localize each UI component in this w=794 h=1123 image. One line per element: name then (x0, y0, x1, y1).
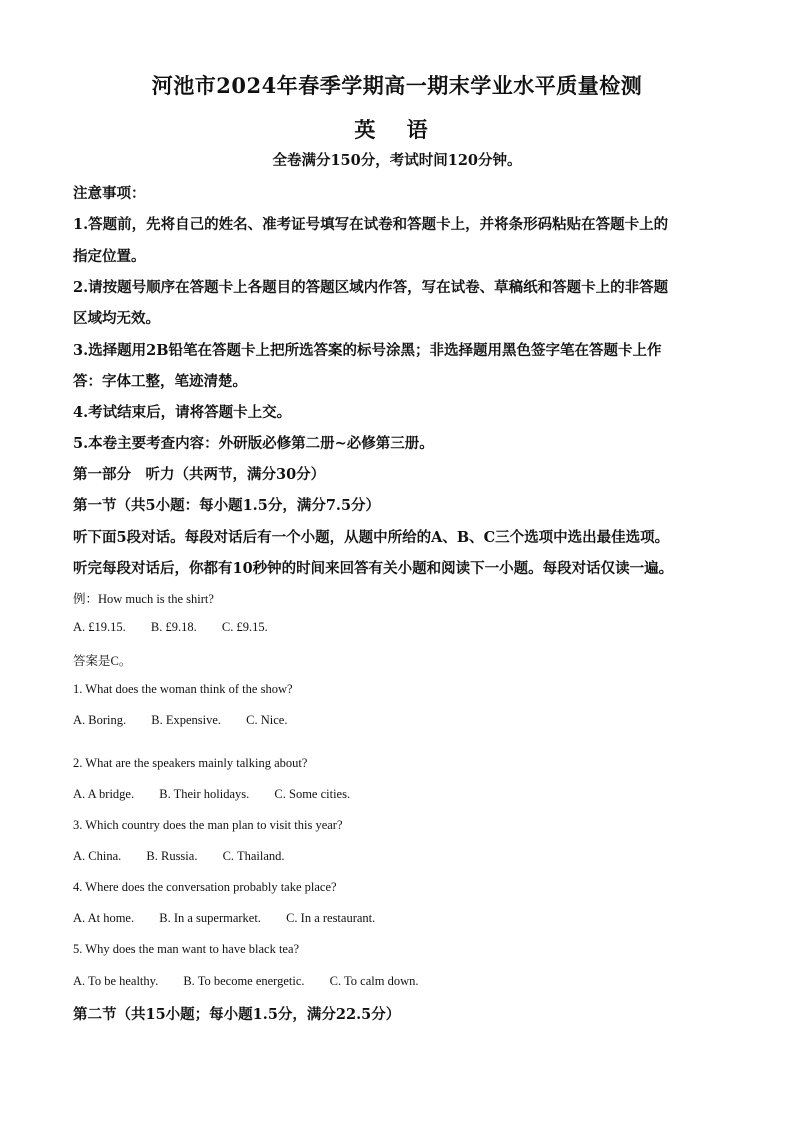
note-item-1-line-1: 1.答题前，先将自己的姓名、准考证号填写在试卷和答题卡上，并将条形码粘贴在答题卡上的 (73, 216, 669, 233)
question-4-options (73, 911, 397, 926)
q2-option-c: C. Some cities. (274, 787, 351, 801)
note-item-3-line-1: 3.选择题用2B铅笔在答题卡上把所选答案的标号涂黑；非选择题用黑色签字笔在答题卡上作 (73, 342, 662, 359)
full-marks-line: 全卷满分150分，考试时间120分钟。 (272, 152, 522, 169)
part1-heading: 第一部分 听力（共两节，满分30分） (73, 466, 326, 483)
q1-option-b: B. Expensive. (151, 713, 222, 727)
example-question: 例：How much is the shirt? (73, 592, 214, 606)
q3-option-b: B. Russia. (146, 849, 198, 863)
example-option-b: B. £9.18. (150, 620, 197, 634)
question-4: 4. Where does the conversation probably take place? (73, 880, 337, 894)
section2-heading: 第二节（共15小题；每小题1.5分，满分22.5分） (73, 1006, 401, 1023)
question-3-options (73, 849, 307, 864)
question-5: 5. Why does the man want to have black tea? (73, 942, 300, 956)
example-option-c: C. £9.15. (221, 620, 268, 634)
question-1-options (73, 713, 309, 728)
notes-heading: 注意事项： (73, 185, 146, 202)
q4-option-c: C. In a restaurant. (286, 911, 376, 925)
q3-option-a: A. China. (73, 849, 122, 863)
q5-option-a: A. To be healthy. (73, 974, 159, 988)
q5-option-b: B. To become energetic. (183, 974, 305, 988)
q2-option-a: A. A bridge. (73, 787, 135, 801)
question-1: 1. What does the woman think of the show? (73, 682, 293, 696)
note-item-5: 5.本卷主要考查内容：外研版必修第二册~必修第三册。 (73, 435, 434, 452)
question-5-options (73, 974, 441, 989)
note-item-4: 4.考试结束后，请将答题卡上交。 (73, 404, 292, 421)
subject-title: 英 语 (354, 117, 440, 142)
instructions-line-1: 听下面5段对话。每段对话后有一个小题，从题中所给的A、B、C三个选项中选出最佳选项。 (73, 529, 670, 546)
question-2-options (73, 787, 372, 802)
q4-option-a: A. At home. (73, 911, 135, 925)
q1-option-a: A. Boring. (73, 713, 127, 727)
question-3: 3. Which country does the man plan to visit this year? (73, 818, 343, 832)
note-item-3-line-2: 答：字体工整，笔迹清楚。 (73, 373, 247, 390)
instructions-line-2: 听完每段对话后，你都有10秒钟的时间来回答有关小题和阅读下一小题。每段对话仅读一遍。 (73, 560, 674, 577)
question-2: 2. What are the speakers mainly talking about? (73, 756, 308, 770)
section1-heading: 第一节（共5小题：每小题1.5分，满分7.5分） (73, 497, 381, 514)
q4-option-b: B. In a supermarket. (159, 911, 261, 925)
note-item-1-line-2: 指定位置。 (73, 248, 146, 265)
q3-option-c: C. Thailand. (222, 849, 285, 863)
note-item-2-line-1: 2.请按题号顺序在答题卡上各题目的答题区域内作答，写在试卷、草稿纸和答题卡上的非答题 (73, 279, 669, 296)
note-item-2-line-2: 区域均无效。 (73, 310, 160, 327)
q2-option-b: B. Their holidays. (159, 787, 250, 801)
example-options (73, 620, 290, 635)
exam-title: 河池市2024年春季学期高一期末学业水平质量检测 (151, 73, 643, 98)
q1-option-c: C. Nice. (246, 713, 288, 727)
example-answer: 答案是C。 (73, 654, 132, 668)
example-option-a: A. £19.15. (73, 620, 126, 634)
q5-option-c: C. To calm down. (329, 974, 419, 988)
